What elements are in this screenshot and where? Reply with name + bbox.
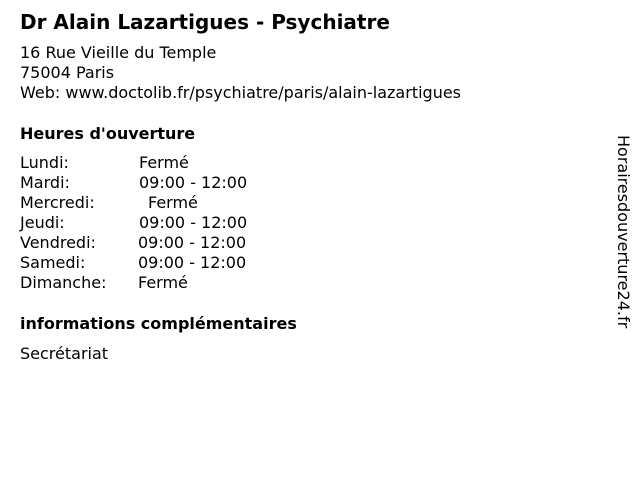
additional-info-heading: informations complémentaires (20, 314, 297, 333)
hours-value: Fermé (139, 153, 189, 172)
hours-value: 09:00 - 12:00 (139, 173, 248, 192)
day-label: Jeudi: (20, 213, 65, 232)
day-label: Lundi: (20, 153, 69, 172)
day-label: Dimanche: (20, 273, 107, 292)
hours-value: Fermé (138, 273, 188, 292)
day-label: Vendredi: (20, 233, 96, 252)
city-address: 75004 Paris (20, 63, 115, 82)
hours-value: 09:00 - 12:00 (139, 213, 248, 232)
site-brand-text: Horairesdouverture24.fr (614, 135, 633, 329)
day-label: Mercredi: (20, 193, 95, 212)
page-title: Dr Alain Lazartigues - Psychiatre (20, 10, 390, 34)
hours-value: Fermé (148, 193, 198, 212)
opening-hours-heading: Heures d'ouverture (20, 124, 196, 143)
hours-value: 09:00 - 12:00 (138, 233, 247, 252)
website-text: Web: www.doctolib.fr/psychiatre/paris/alain-lazartigues (20, 83, 462, 102)
day-label: Mardi: (20, 173, 70, 192)
secretariat-text: Secrétariat (20, 344, 109, 363)
address-block (20, 43, 461, 103)
day-label: Samedi: (20, 253, 86, 272)
hours-value: 09:00 - 12:00 (138, 253, 247, 272)
street-address: 16 Rue Vieille du Temple (20, 43, 217, 62)
